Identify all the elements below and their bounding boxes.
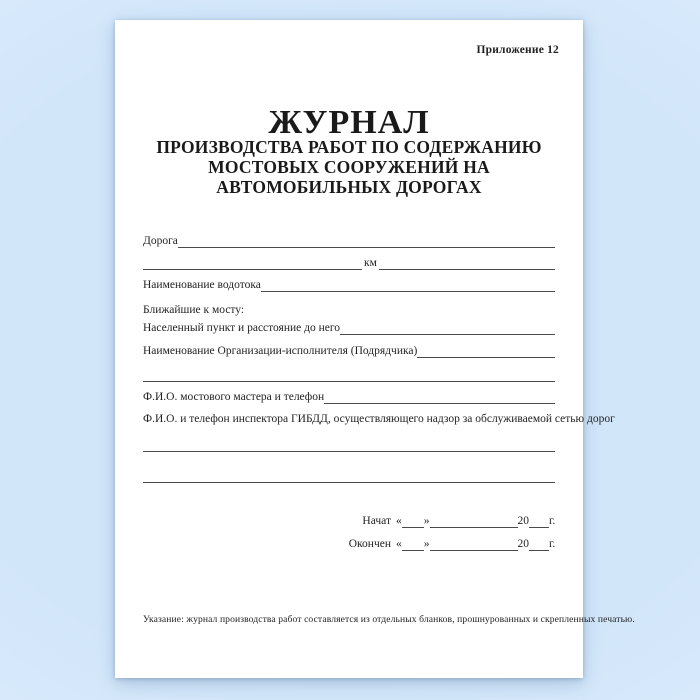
date-finished-row [335, 535, 555, 551]
field-contractor-label: Наименование Организации-исполнителя (Подрядчика) [143, 345, 418, 357]
field-road-label: Дорога [143, 235, 178, 247]
date-month-blank-line [430, 512, 518, 528]
open-quote: « [396, 515, 402, 527]
date-day-blank-line [402, 535, 424, 551]
year-prefix: 20 [517, 515, 529, 527]
document-page [115, 20, 635, 678]
field-inspector-blank-1 [143, 436, 555, 452]
field-contractor [143, 342, 555, 358]
field-bridge-master-label: Ф.И.О. мостового мастера и телефон [143, 391, 325, 403]
blank-line [143, 436, 555, 452]
field-km-label: км [364, 257, 377, 269]
field-watercourse-blank-line [261, 276, 555, 292]
field-nearest-label: Ближайшие к мосту: [143, 304, 245, 316]
appendix-label: Приложение 12 [476, 44, 559, 56]
page-title: ЖУРНАЛ [268, 104, 430, 141]
field-inspector-heading [143, 410, 615, 426]
field-nearest-heading [143, 301, 555, 317]
field-inspector-label: Ф.И.О. и телефон инспектора ГИБДД, осуществляющего надзор за обслуживаемой сетью дорог [143, 413, 615, 425]
field-settlement-blank-line [340, 319, 555, 335]
close-quote: » [423, 515, 430, 527]
subtitle-line: АВТОМОБИЛЬНЫХ ДОРОГАХ [216, 177, 482, 197]
year-suffix: г. [549, 515, 556, 527]
field-settlement-label: Населенный пункт и расстояние до него [143, 322, 341, 334]
year-prefix: 20 [517, 538, 529, 550]
year-suffix: г. [549, 538, 556, 550]
blank-line [143, 366, 555, 382]
field-watercourse-label: Наименование водотока [143, 279, 261, 291]
field-settlement [143, 319, 555, 335]
field-road-blank-line [178, 232, 555, 248]
field-contractor-continuation [143, 366, 555, 382]
blank-line [143, 467, 555, 483]
field-bridge-master [143, 388, 555, 404]
subtitle-line: МОСТОВЫХ СООРУЖЕНИЙ НА [208, 157, 490, 177]
field-road [143, 232, 555, 248]
date-finished-label: Окончен [348, 538, 391, 550]
date-year-blank-line [529, 512, 549, 528]
field-bridge-master-blank-line [324, 388, 555, 404]
date-year-blank-line [529, 535, 549, 551]
field-watercourse [143, 276, 555, 292]
field-road-continuation-blank-line [143, 254, 362, 270]
field-road-km [143, 254, 555, 270]
date-month-blank-line [430, 535, 518, 551]
date-day-blank-line [402, 512, 424, 528]
field-contractor-blank-line [417, 342, 555, 358]
instruction-note: Указание: журнал производства работ составляется из отдельных бланков, прошнурованных и скрепленных печатью. [143, 614, 635, 625]
open-quote: « [396, 538, 402, 550]
field-inspector-blank-2 [143, 467, 555, 483]
date-started-label: Начат [362, 515, 391, 527]
field-km-blank-line [379, 254, 555, 270]
date-started-row [335, 512, 555, 528]
close-quote: » [423, 538, 430, 550]
page-subtitle [115, 137, 583, 197]
subtitle-line: ПРОИЗВОДСТВА РАБОТ ПО СОДЕРЖАНИЮ [156, 137, 542, 157]
